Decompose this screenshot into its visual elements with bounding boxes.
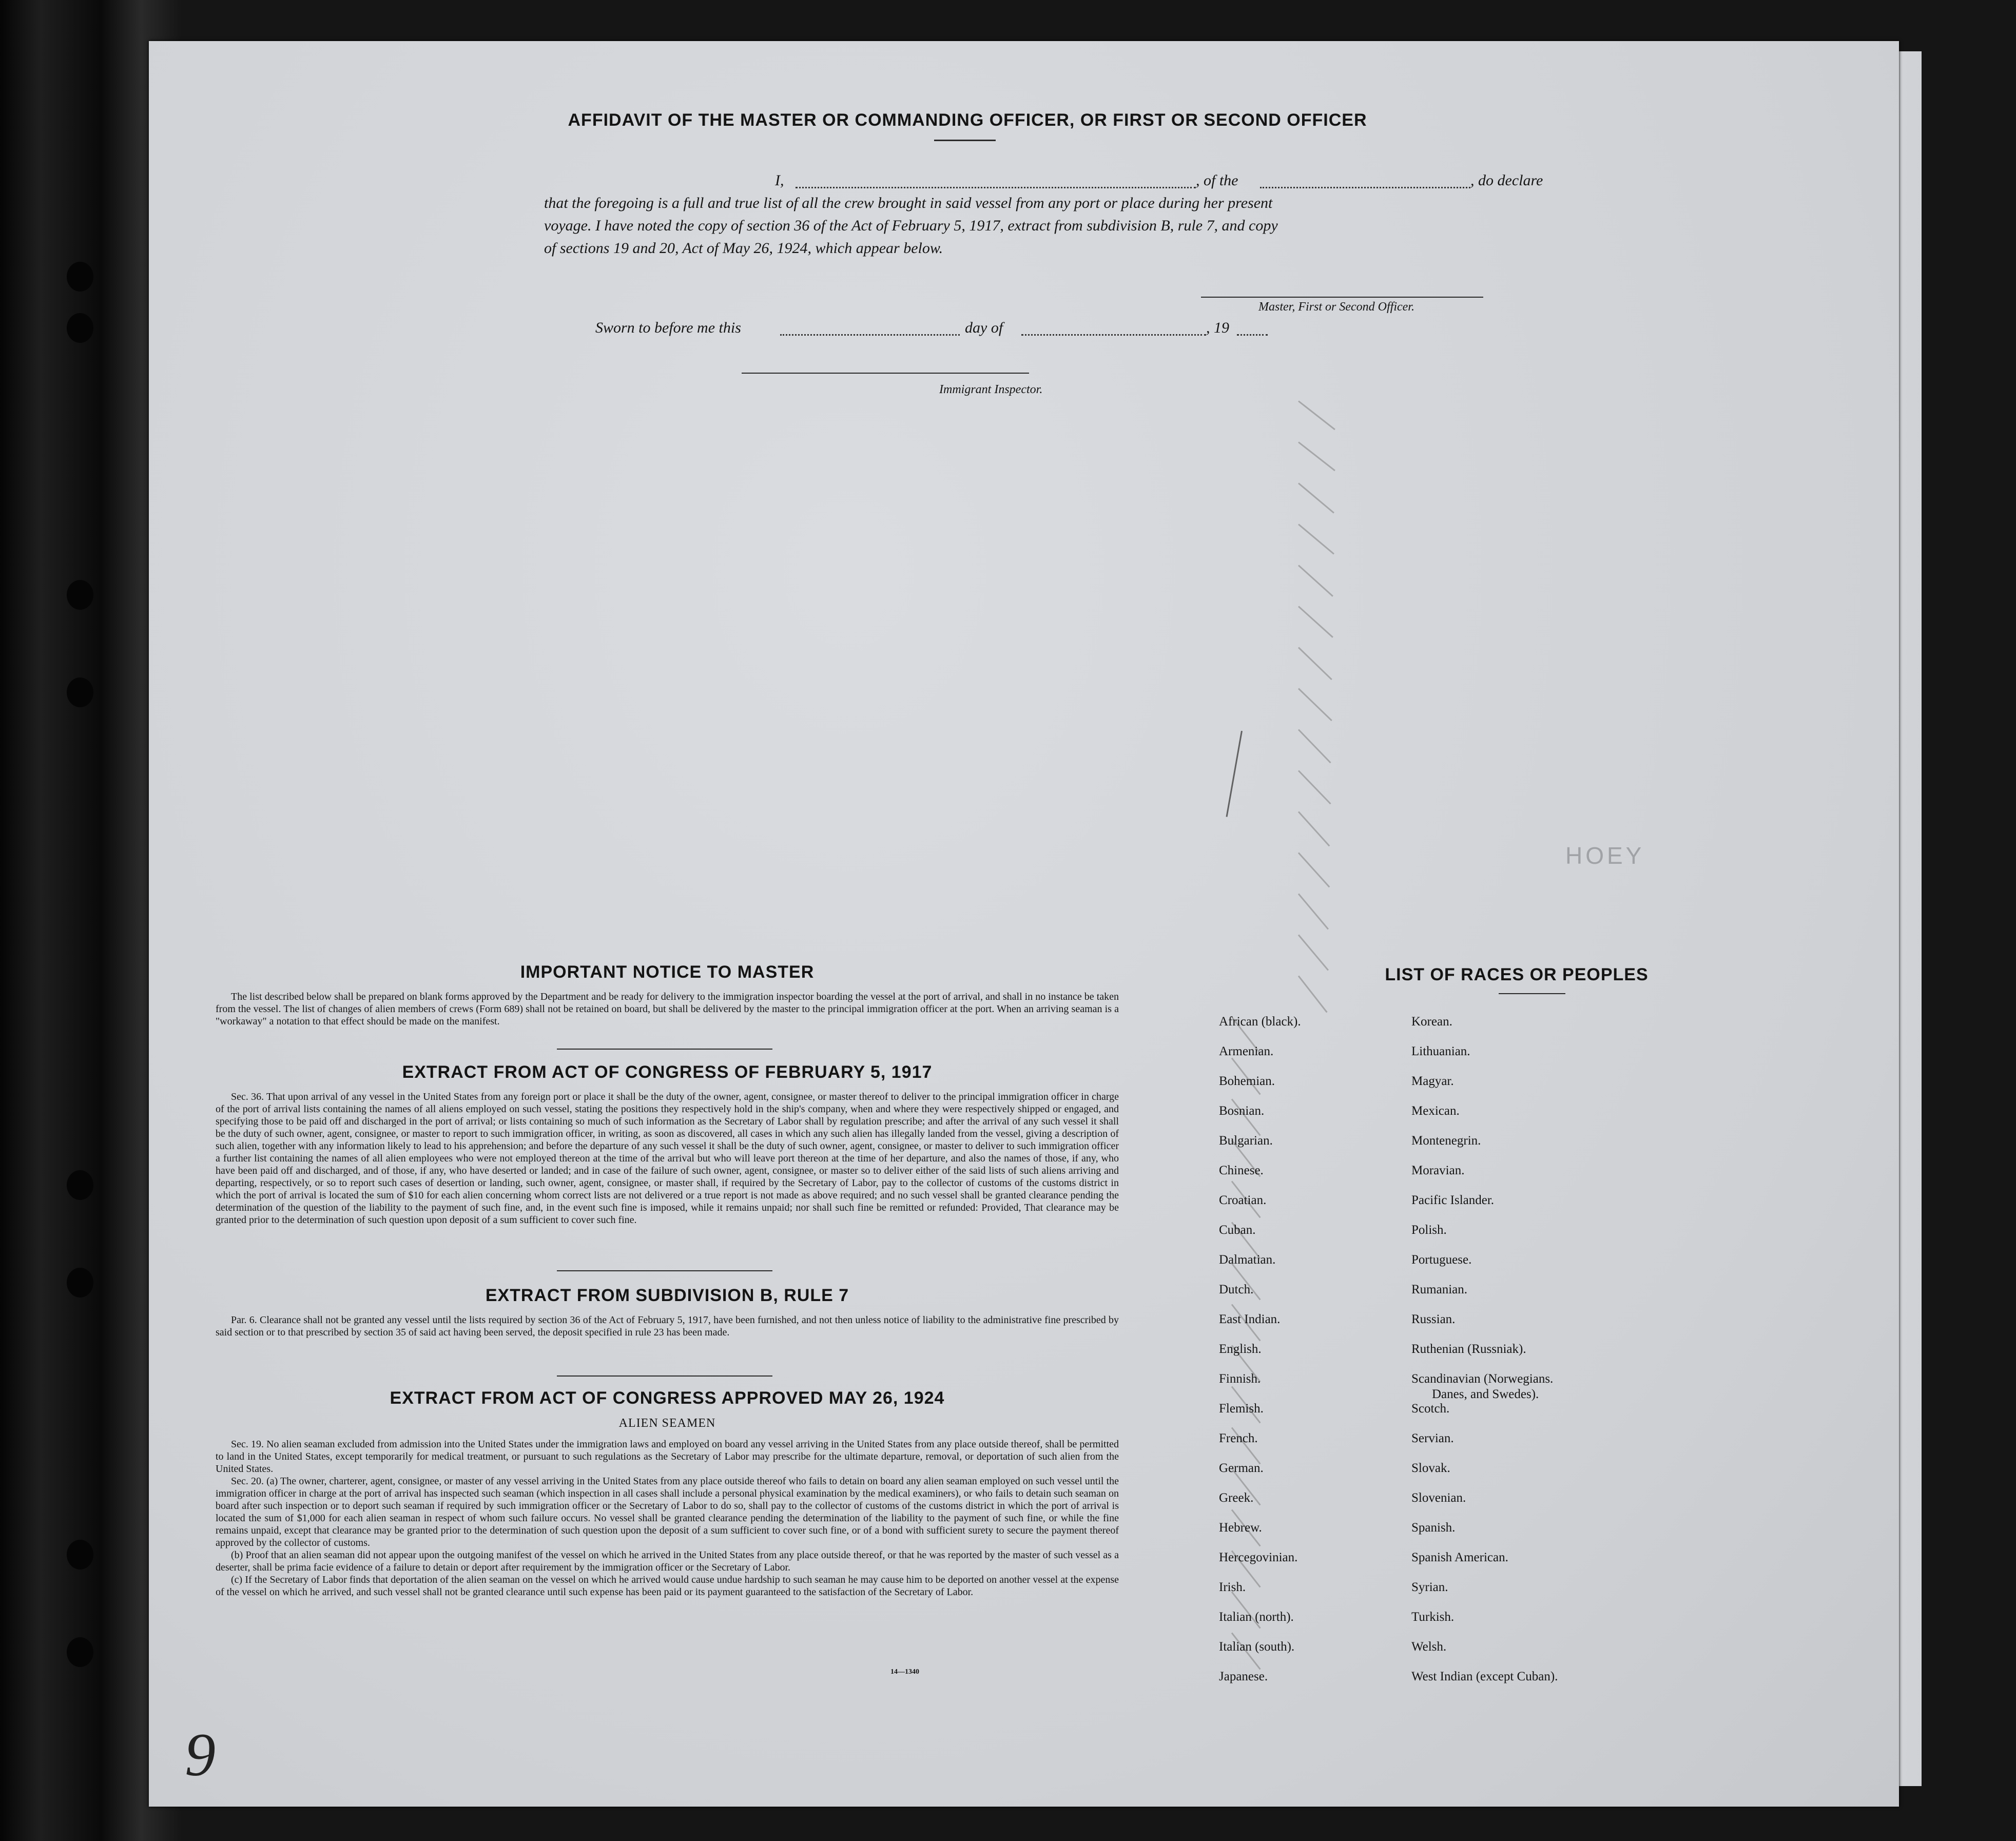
race-entry: Chinese.	[1219, 1164, 1264, 1177]
race-entry: Danes, and Swedes).	[1432, 1387, 1539, 1401]
rule7-body: Par. 6. Clearance shall not be granted any vessel until the lists required by section 36 of the Act of February 5, 1917, have been furnished, and not then unless notice of liability to the administrative fine prescribed by said section or to that prescribed by section 35 of said act having been served, the deposit specified in rule 23 has been made.	[216, 1314, 1119, 1338]
of-the-label: , of the	[1196, 172, 1238, 189]
declaration-line-3: voyage. I have noted the copy of section 36 of the Act of February 5, 1917, extract from subdivision B, rule 7, and copy	[544, 217, 1278, 234]
race-entry: English.	[1219, 1342, 1262, 1356]
race-entry: Magyar.	[1411, 1074, 1454, 1088]
handwritten-page-number: 9	[185, 1720, 216, 1789]
race-entry: Cuban.	[1219, 1223, 1256, 1237]
binder-hole	[67, 262, 93, 292]
binder-hole	[67, 1170, 93, 1200]
race-entry: Turkish.	[1411, 1610, 1455, 1624]
title-underline	[934, 140, 996, 141]
race-entry: Pacific Islander.	[1411, 1193, 1495, 1207]
race-entry: Slovenian.	[1411, 1491, 1466, 1505]
sec20b-paragraph: (b) Proof that an alien seaman did not appear upon the outgoing manifest of the vessel on which he arrived in the United States from any place outside thereof, or that he was reported by the master of such vessel as a deserter, shall be prima facie evidence of a failure to detain or deport after requirement by the immigration officer or the Secretary of Labor.	[216, 1549, 1119, 1573]
master-signature-line[interactable]	[1201, 297, 1483, 298]
race-entry: African (black).	[1219, 1015, 1301, 1029]
race-entry: Spanish American.	[1411, 1551, 1508, 1564]
race-entry: Flemish.	[1219, 1402, 1264, 1416]
rule7-title: EXTRACT FROM SUBDIVISION B, RULE 7	[485, 1286, 849, 1305]
master-signature-caption: Master, First or Second Officer.	[1258, 300, 1414, 314]
race-entry: Syrian.	[1411, 1580, 1448, 1594]
race-entry: Mexican.	[1411, 1104, 1460, 1118]
sworn-label: Sworn to before me this	[595, 319, 741, 336]
extract-1924-title: EXTRACT FROM ACT OF CONGRESS APPROVED MAY 26, 1924	[390, 1388, 945, 1408]
declarant-name-line[interactable]	[796, 187, 1196, 188]
form-number: 14—1340	[890, 1668, 919, 1676]
race-entry: Italian (north).	[1219, 1610, 1294, 1624]
sworn-day-line[interactable]	[780, 334, 960, 336]
race-entry: Dutch.	[1219, 1283, 1254, 1296]
declaration-line-2: that the foregoing is a full and true list of all the crew brought in said vessel from any port or place during her present	[544, 195, 1273, 211]
race-entry: West Indian (except Cuban).	[1411, 1670, 1558, 1683]
race-entry: East Indian.	[1219, 1312, 1281, 1326]
race-entry: Croatian.	[1219, 1193, 1267, 1207]
race-entry: Lithuanian.	[1411, 1044, 1470, 1058]
race-entry: Japanese.	[1219, 1670, 1268, 1683]
binder-hole	[67, 677, 93, 707]
alien-seamen-subtitle: ALIEN SEAMEN	[618, 1417, 716, 1430]
race-entry: Scandinavian (Norwegians.	[1411, 1372, 1554, 1386]
race-entry: Servian.	[1411, 1431, 1454, 1445]
race-entry: Italian (south).	[1219, 1640, 1295, 1654]
day-of-label: day of	[965, 319, 1003, 336]
race-entry: Polish.	[1411, 1223, 1447, 1237]
race-entry: Portuguese.	[1411, 1253, 1472, 1267]
race-entry: Bohemian.	[1219, 1074, 1275, 1088]
race-entry: Slovak.	[1411, 1461, 1450, 1475]
sec20a-paragraph: Sec. 20. (a) The owner, charterer, agent, consignee, or master of any vessel arriving in the United States from any place outside thereof who fails to detain on board any alien seaman employed on such vessel until the immigration officer in charge at the port of arrival has inspected such seaman (which inspection in all cases shall include a personal physical examination by the medical examiners), or who fails to detain such seaman on board after such inspection or to deport such seaman if required by such immigration officer or the Secretary of Labor to do so, shall pay to the collector of customs of the customs district in which the port of arrival is located the sum of $1,000 for each alien seaman in respect of whom such failure occurs. No vessel shall be granted clearance pending the determination of the liability to the payment of such fine, or while the fine remains unpaid, except that clearance may be granted prior to the determination of such question upon the deposit of a sum sufficient to cover such fine, or of a bond with sufficient surety to secure the payment thereof approved by the collector of customs.	[216, 1476, 1119, 1548]
races-title: LIST OF RACES OR PEOPLES	[1385, 965, 1649, 984]
sworn-line	[595, 317, 1468, 339]
notice-title: IMPORTANT NOTICE TO MASTER	[520, 962, 815, 982]
faint-handwritten-name: HOEY	[1565, 842, 1645, 869]
binder-hole	[67, 313, 93, 343]
race-entry: Scotch.	[1411, 1402, 1450, 1416]
race-entry: Hercegovinian.	[1219, 1551, 1298, 1564]
race-entry: Greek.	[1219, 1491, 1254, 1505]
binder-hole	[67, 1268, 93, 1297]
race-entry: German.	[1219, 1461, 1264, 1475]
race-entry: Finnish.	[1219, 1372, 1261, 1386]
inspector-signature-line[interactable]	[742, 373, 1029, 374]
binder-hole	[67, 1637, 93, 1667]
notice-body: The list described below shall be prepared on blank forms approved by the Department and be ready for delivery to the immigration inspector boarding the vessel at the port of arrival, and shall in no instance be taken from the vessel. The list of changes of alien members of crews (Form 689) shall not be retained on board, but shall be delivered by the master to the principal immigration officer at the port. When an arriving seaman is a "workaway" a notation to that effect should be made on the manifest.	[216, 991, 1119, 1027]
race-entry: Irish.	[1219, 1580, 1246, 1594]
races-divider	[1499, 993, 1565, 994]
race-entry: Dalmatian.	[1219, 1253, 1276, 1267]
race-entry: Rumanian.	[1411, 1283, 1468, 1296]
race-entry: Bosnian.	[1219, 1104, 1265, 1118]
sec20c-paragraph: (c) If the Secretary of Labor finds that deportation of the alien seaman on the vessel on which he arrived would cause undue hardship to such seaman he may cause him to be deported on another vessel at the expense of the vessel on which he arrived, and such vessel shall not be granted clearance until such expense has been paid or its payment guaranteed to the satisfaction of the Secretary of Labor.	[216, 1574, 1119, 1598]
declaration-line-1	[544, 169, 1673, 192]
vessel-name-line[interactable]	[1260, 187, 1470, 188]
affidavit-title: AFFIDAVIT OF THE MASTER OR COMMANDING OFFICER, OR FIRST OR SECOND OFFICER	[568, 110, 1367, 130]
notice-divider	[557, 1049, 772, 1050]
extract-1917-divider	[557, 1270, 772, 1271]
race-entry: Moravian.	[1411, 1164, 1465, 1177]
declarant-prefix: I,	[775, 172, 784, 189]
race-entry: Korean.	[1411, 1015, 1452, 1029]
race-entry: Ruthenian (Russniak).	[1411, 1342, 1526, 1356]
document-page	[149, 41, 1899, 1807]
year-prefix: , 19	[1206, 319, 1229, 336]
sworn-year-line[interactable]	[1237, 334, 1268, 336]
race-entry: Russian.	[1411, 1312, 1456, 1326]
binder-hole	[67, 580, 93, 610]
race-entry: Hebrew.	[1219, 1521, 1262, 1535]
race-entry: Welsh.	[1411, 1640, 1447, 1654]
race-entry: French.	[1219, 1431, 1258, 1445]
extract-1917-body: Sec. 36. That upon arrival of any vessel in the United States from any foreign port or place it shall be the duty of the owner, agent, consignee, or master thereof to deliver to the principal immigration officer in charge of the port of arrival lists containing the names of all aliens employed on such vessel, stating the positions they respectively hold in the ship's company, when and where they were respectively shipped or engaged, and specifying those to be paid off and discharged in the port of arrival; or lists containing so much of such information as the Secretary of Labor shall by regulation prescribe; and after the arrival of any such vessel it shall be the duty of such owner, agent, consignee, or master to report to such immigration officer, in writing, as soon as discovered, all cases in which any such alien has illegally landed from the vessel, giving a description of such alien, together with any information likely to lead to his apprehension; and before the departure of any such vessel it shall be the duty of such owner, agent, consignee, or master to deliver to such immigration officer a further list containing the names of all alien employees who were not employed thereon at the time of the arrival but who will leave port thereon at the time of her departure, and also the names of those, if any, who have been paid off and discharged, and of those, if any, who have deserted or landed; and in case of the failure of such owner, agent, consignee, or master so to deliver either of the said lists of such aliens arriving and departing, respectively, or so to report such cases of desertion or landing, such owner, agent, consignee, or master shall, if required by the Secretary of Labor, pay to the collector of customs of the customs district in which the port of arrival is located the sum of $10 for each alien concerning whom correct lists are not delivered or a true report is not made as above required; and no such vessel shall be granted clearance pending the determination of the question of the liability to the payment of such fine, and, in the event such fine is imposed, while it remains unpaid; nor shall such fine be remitted or refunded: Provided, That clearance may be granted prior to the determination of such question upon deposit of a sum sufficient to cover such fine.	[216, 1091, 1119, 1226]
rule7-divider	[557, 1375, 772, 1377]
race-entry: Bulgarian.	[1219, 1134, 1273, 1148]
inspector-caption: Immigrant Inspector.	[939, 383, 1043, 396]
sec19-paragraph: Sec. 19. No alien seaman excluded from admission into the United States under the immigration laws and employed on board any vessel arriving in the United States from any place outside thereof, shall be permitted to land in the United States, except temporarily for medical treatment, or pursuant to such regulations as the Secretary of Labor may prescribe for the ultimate departure, removal, or deportation of such alien from the United States.	[216, 1439, 1119, 1475]
extract-1924-body	[216, 1438, 1119, 1598]
race-entry: Armenian.	[1219, 1044, 1274, 1058]
affidavit-declaration	[544, 169, 1673, 257]
do-declare-label: , do declare	[1470, 172, 1543, 189]
race-entry: Spanish.	[1411, 1521, 1456, 1535]
declaration-line-4: of sections 19 and 20, Act of May 26, 1924, which appear below.	[544, 240, 943, 257]
sworn-month-line[interactable]	[1021, 334, 1206, 336]
pencil-stroke	[1226, 731, 1243, 817]
binder-hole	[67, 1540, 93, 1569]
extract-1917-title: EXTRACT FROM ACT OF CONGRESS OF FEBRUARY 5, 1917	[402, 1062, 933, 1082]
race-entry: Montenegrin.	[1411, 1134, 1481, 1148]
